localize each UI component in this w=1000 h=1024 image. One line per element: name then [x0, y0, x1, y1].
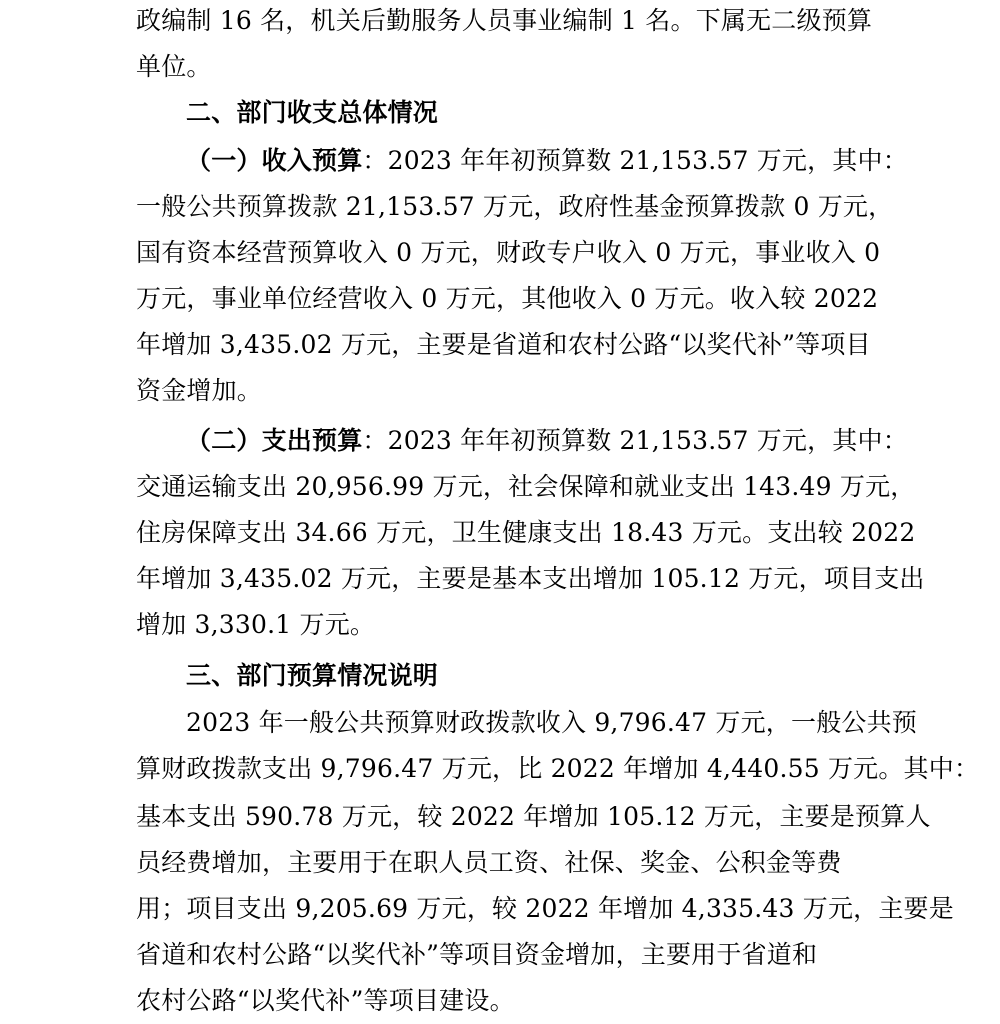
expense-paragraph-line: 年增加 3,435.02 万元，主要是基本支出增加 105.12 万元，项目支出 [136, 564, 925, 593]
budget-paragraph-line: 省道和农村公路“以奖代补”等项目资金增加，主要用于省道和 [136, 940, 818, 969]
income-paragraph-line: 国有资本经营预算收入 0 万元，财政专户收入 0 万元，事业收入 0 [136, 238, 881, 267]
paragraph-line: 政编制 16 名，机关后勤服务人员事业编制 1 名。下属无二级预算 [136, 6, 873, 35]
expense-paragraph-line: 增加 3,330.1 万元。 [136, 610, 376, 639]
income-paragraph-line: 一般公共预算拨款 21,153.57 万元，政府性基金预算拨款 0 万元， [136, 192, 894, 221]
expense-line-text: ：2023 年年初预算数 21,153.57 万元，其中： [362, 426, 908, 455]
expense-subheading: （二）支出预算 [186, 426, 363, 455]
income-subheading: （一）收入预算 [186, 146, 363, 175]
expense-paragraph-line [186, 418, 908, 464]
income-paragraph-line: 万元，事业单位经营收入 0 万元，其他收入 0 万元。收入较 2022 [136, 284, 879, 313]
budget-paragraph-line: 用；项目支出 9,205.69 万元，较 2022 年增加 4,335.43 万元，主要是 [136, 894, 954, 923]
paragraph-line: 单位。 [136, 52, 212, 81]
budget-paragraph-line: 2023 年一般公共预算财政拨款收入 9,796.47 万元，一般公共预 [186, 708, 917, 737]
budget-paragraph-line: 农村公路“以奖代补”等项目建设。 [136, 986, 515, 1015]
income-paragraph-line: 资金增加。 [136, 376, 263, 405]
section-heading: 二、部门收支总体情况 [186, 98, 439, 127]
expense-paragraph-line: 住房保障支出 34.66 万元，卫生健康支出 18.43 万元。支出较 2022 [136, 518, 916, 547]
expense-paragraph-line: 交通运输支出 20,956.99 万元，社会保障和就业支出 143.49 万元， [136, 472, 916, 501]
income-line-text: ：2023 年年初预算数 21,153.57 万元，其中： [362, 146, 908, 175]
budget-paragraph-line: 员经费增加，主要用于在职人员工资、社保、奖金、公积金等费 [136, 848, 842, 877]
income-paragraph-line [186, 138, 908, 184]
budget-paragraph-line: 基本支出 590.78 万元，较 2022 年增加 105.12 万元，主要是预算人 [136, 802, 931, 831]
income-paragraph-line: 年增加 3,435.02 万元，主要是省道和农村公路“以奖代补”等项目 [136, 330, 871, 359]
budget-paragraph-line: 算财政拨款支出 9,796.47 万元，比 2022 年增加 4,440.55 万元。其中： [136, 754, 980, 783]
section-heading: 三、部门预算情况说明 [186, 661, 439, 690]
